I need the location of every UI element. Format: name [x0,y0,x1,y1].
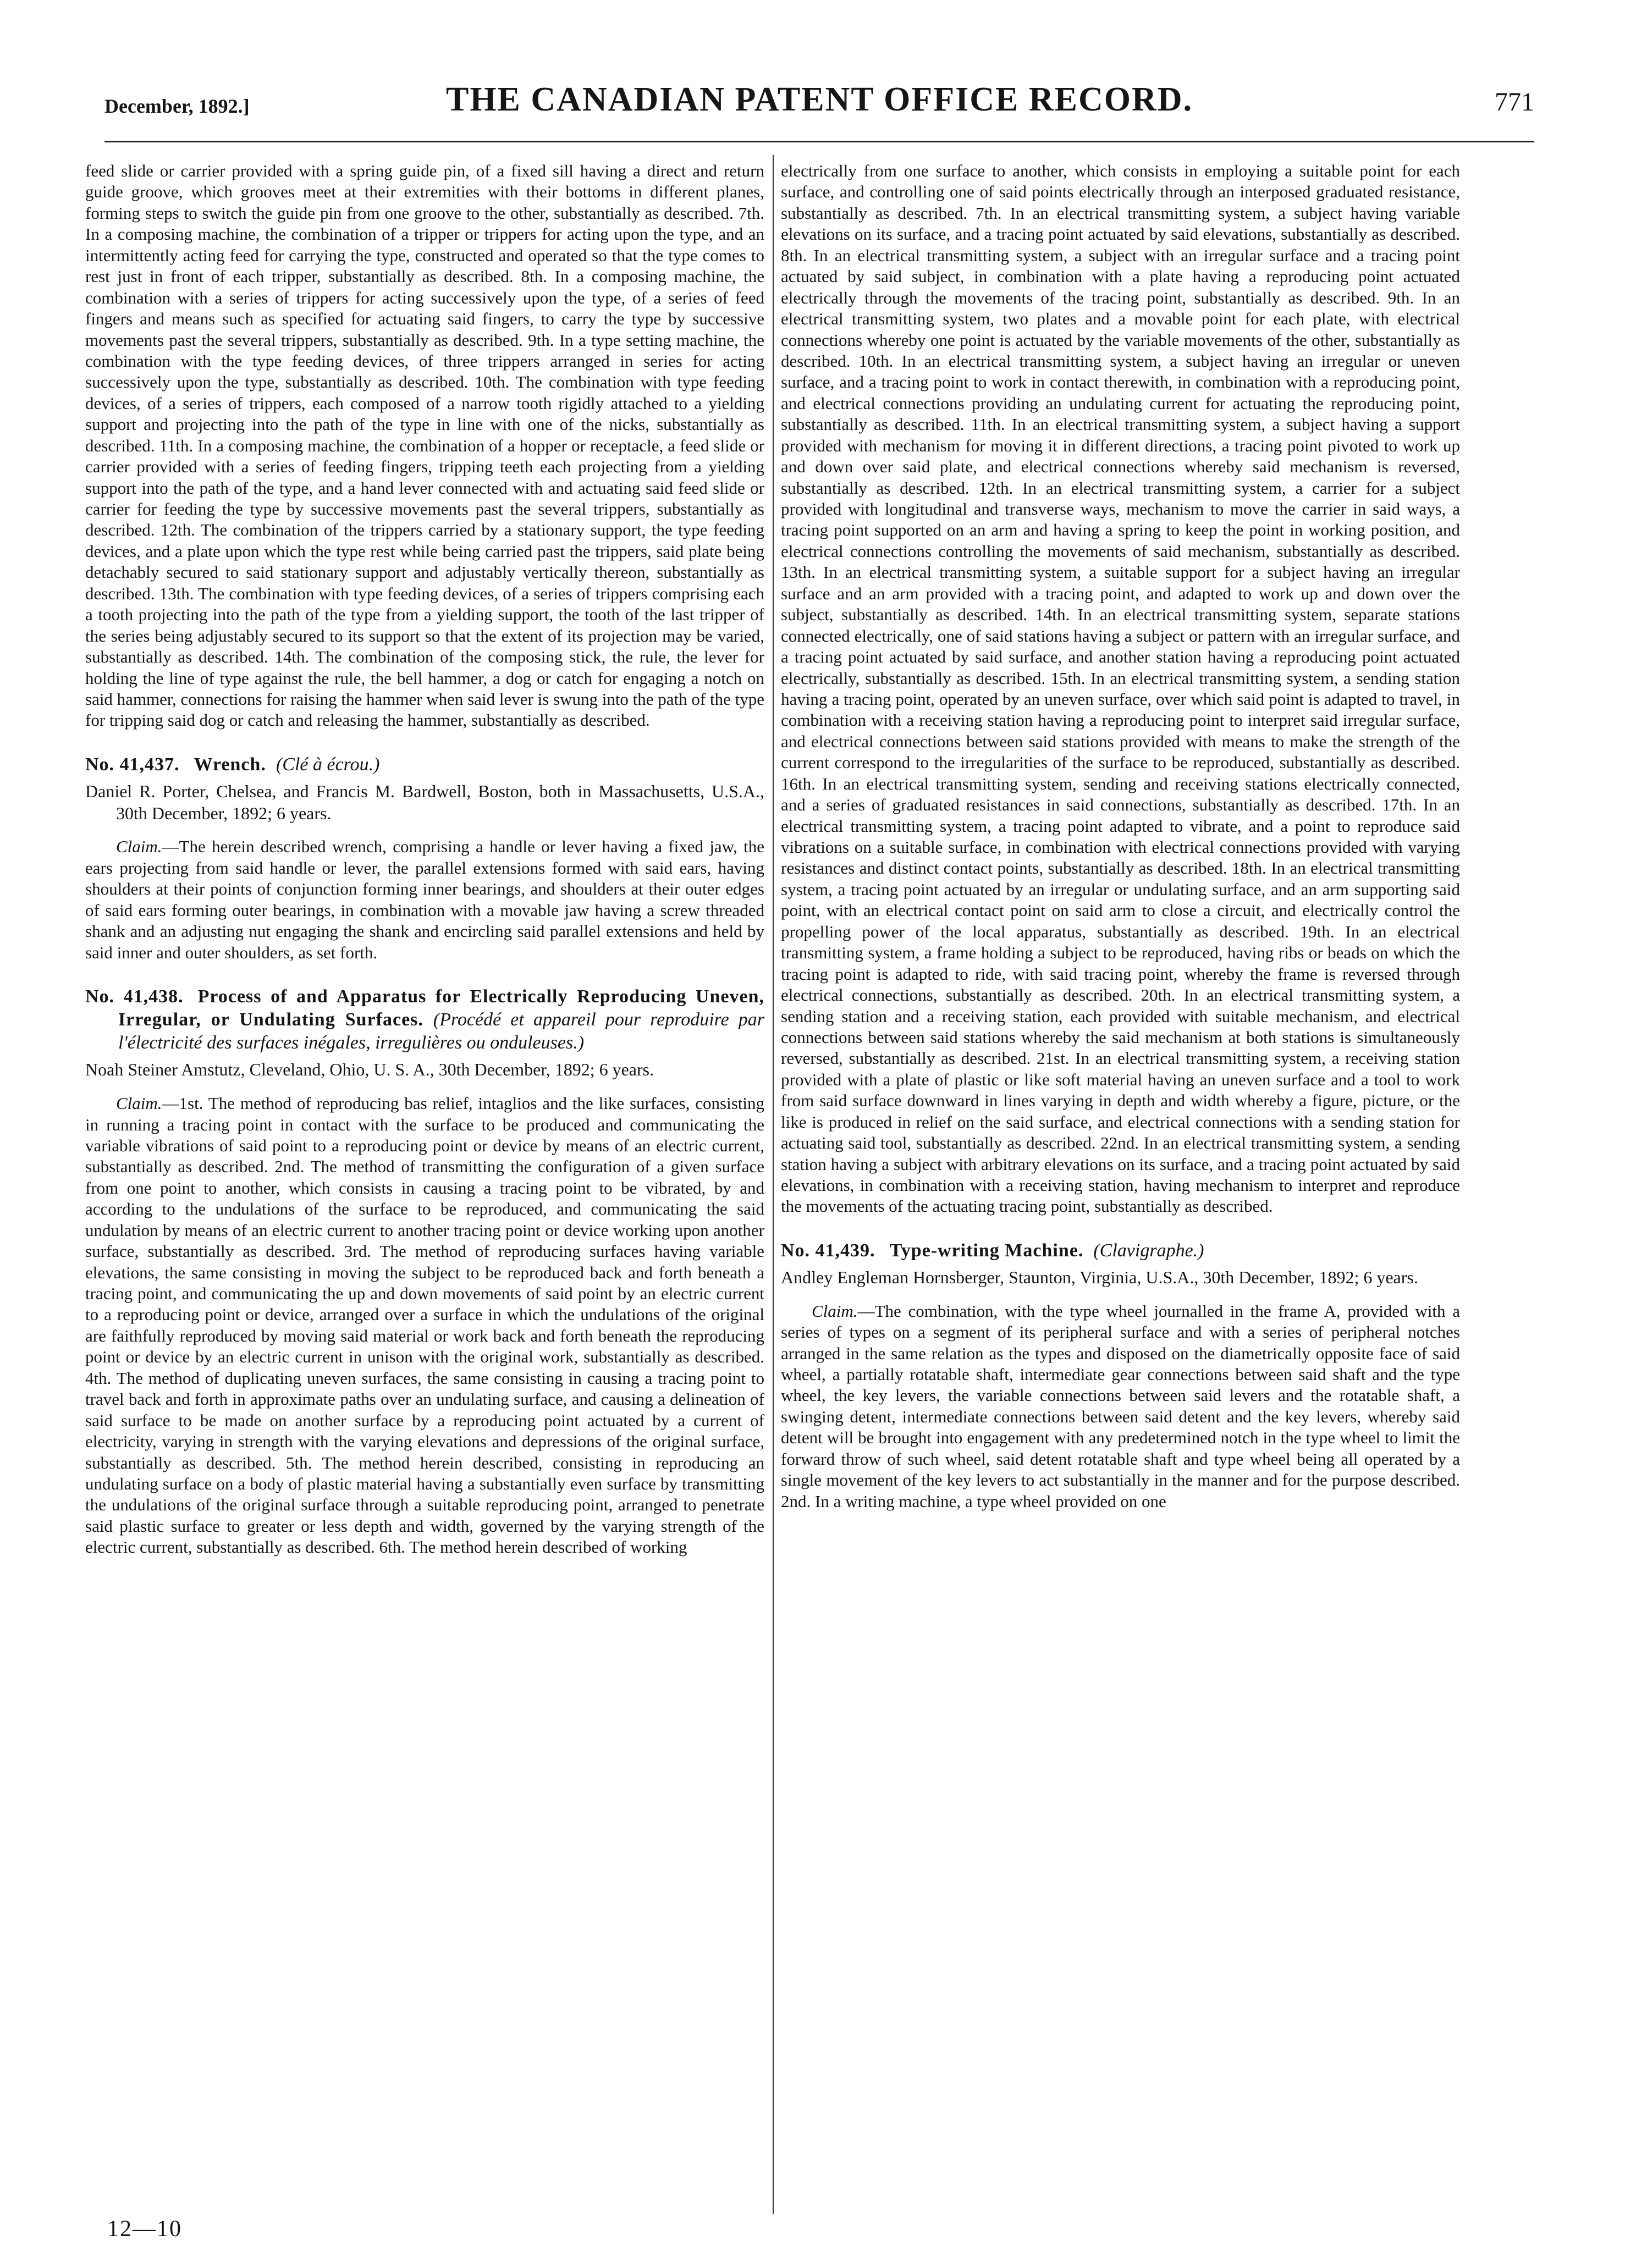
patent-heading [781,1239,1460,1262]
patent-claim [85,1093,764,1558]
publication-title: THE CANADIAN PATENT OFFICE RECORD. [445,81,1193,118]
patent-claim [85,836,764,963]
patent-number: No. 41,438. [85,986,184,1007]
patent-title: Type-writing Machine. [889,1240,1084,1261]
patent-translation: (Procédé et appareil pour reproduire par l'électricité des surfaces inégales, irregulières ou onduleuses.) [118,1009,764,1053]
right-column [781,161,1460,2206]
claim-label: Claim. [812,1301,858,1321]
page-number: 771 [1495,87,1534,117]
claim-label: Claim. [116,837,162,857]
patent-claim [781,1301,1460,1512]
issue-date: December, 1892.] [104,95,250,117]
header-rule [104,141,1534,142]
patent-entry-41437 [85,753,764,963]
patent-heading [85,753,764,776]
patent-entry-41438 [85,985,764,1558]
column-divider [773,155,774,2214]
patent-heading [85,985,764,1055]
patent-entry-41439 [781,1239,1460,1512]
patent-inventors: Andley Engleman Hornsberger, Staunton, Virginia, U.S.A., 30th December, 1892; 6 years. [781,1267,1418,1288]
patent-inventors: Daniel R. Porter, Chelsea, and Francis M. Bardwell, Boston, both in Massachusetts, U.S.A., 30th December, 1892; 6 years. [85,781,764,823]
continued-claims-text: feed slide or carrier provided with a spring guide pin, of a fixed sill having a direct and return guide groove, which grooves meet at their extremities with their bottoms in different planes, forming steps to switch the guide pin from one groove to the other, substantially as described. 7th. In a composing machine, the combination of a tripper or trippers for acting upon the type, and an intermittently acting feed for carrying the type, constructed and operated so that the type comes to rest just in front of each tripper, substantially as described. 8th. In a composing machine, the combination with a series of trippers for acting successively upon the type, of a series of feed fingers and means such as specified for actuating said fingers, to carry the type by successive movements past the several trippers, substantially as described. 9th. In a type setting machine, the combination with the type feeding devices, of three trippers arranged in series for acting successively upon the type, substantially as described. 10th. The combination with type feeding devices, of a series of trippers, each composed of a narrow tooth rigidly attached to a yielding support and projecting into the path of the type in line with one of the nicks, substantially as described. 11th. In a composing machine, the combination of a hopper or receptacle, a feed slide or carrier provided with a series of feeding fingers, tripping teeth each projecting from a yielding support into the path of the type, and a hand lever connected with and actuating said feed slide or carrier for feeding the type by successive movements past the several trippers, substantially as described. 12th. The combination of the trippers carried by a stationary support, the type feeding devices, and a plate upon which the type rest while being carried past the trippers, said plate being detachably secured to said stationary support and adjustably vertically thereon, substantially as described. 13th. The combination with type feeding devices, of a series of trippers comprising each a tooth projecting into the path of the type from a yielding support, the tooth of the last tripper of the series being adjustably secured to its support so that the extent of its projection may be varied, substantially as described. 14th. The combination of the composing stick, the rule, the lever for holding the line of type against the rule, the bell hammer, a dog or catch for engaging a notch on said hammer, connections for raising the hammer when said lever is swung into the path of the type for tripping said dog or catch and releasing the hammer, substantially as described. [85,161,764,730]
signature-mark: 12—10 [107,2216,182,2242]
claim-text: —1st. The method of reproducing bas relief, intaglios and the like surfaces, consisting in running a tracing point in contact with the surface to be produced and communicating the variable vibrations of said point to a reproducing point or device by means of an electric current, substantially as described. 2nd. The method of transmitting the configuration of a given surface from one point to another, which consists in causing a tracing point to be vibrated, by and according to the undulations of the surface to be reproduced, and communicating the said undulation by means of an electric current to another tracing point or device working upon another surface, substantially as described. 3rd. The method of reproducing surfaces having variable elevations, the same consisting in moving the subject to be reproduced back and forth beneath a tracing point, and communicating the up and down movements of said point by an electric current to a reproducing point or device, arranged over a surface in which the undulations of the original are faithfully reproduced by moving said material or work back and forth beneath the reproducing point or device by an electric current in unison with the original work, substantially as described. 4th. The method of duplicating uneven surfaces, the same consisting in causing a tracing point to travel back and forth in approximate paths over an undulating surface, and causing a delineation of said surface to be made on another surface by a reproducing point actuated by a current of electricity, varying in strength with the varying elevations and depressions of the original surface, substantially as described. 5th. The method herein described, consisting in reproducing an undulating surface on a body of plastic material having a substantially even surface by transmitting the undulations of the original surface through a suitable reproducing point, arranged to penetrate said plastic surface to greater or less depth and width, governed by the varying strength of the electric current, substantially as described. 6th. The method herein described of working [85,1094,764,1557]
patent-title: Wrench. [194,754,266,775]
left-column [85,161,764,2206]
continued-claims-text: electrically from one surface to another, which consists in employing a suitable point for each surface, and controlling one of said points electrically through an interposed graduated resistance, substantially as described. 7th. In an electrical transmitting system, a subject having variable elevations on its surface, and a tracing point actuated by said elevations, substantially as described. 8th. In an electrical transmitting system, a subject with an irregular surface and a tracing point actuated by said subject, in combination with a plate having a reproducing point actuated electrically through the movements of the tracing point, substantially as described. 9th. In an electrical transmitting system, two plates and a movable point for each plate, with electrical connections whereby one point is actuated by the variable movements of the other, substantially as described. 10th. In an electrical transmitting system, a subject having an irregular or uneven surface, and a tracing point to work in contact therewith, in combination with a reproducing point, and electrical connections providing an undulating current for actuating the reproducing point, substantially as described. 11th. In an electrical transmitting system, a subject having a support provided with mechanism for moving it in different directions, a tracing point pivoted to work up and down over said plate, and electrical connections whereby said mechanism is reversed, substantially as described. 12th. In an electrical transmitting system, a carrier for a subject provided with longitudinal and transverse ways, mechanism to move the carrier in said ways, a tracing point supported on an arm and having a spring to keep the point in working position, and electrical connections controlling the movements of said mechanism, substantially as described. 13th. In an electrical transmitting system, a suitable support for a subject having an irregular surface and an arm provided with a tracing point, and adapted to work up and down over the subject, substantially as described. 14th. In an electrical transmitting system, separate stations connected electrically, one of said stations having a subject or pattern with an irregular surface, and a tracing point actuated by said surface, and another station having a reproducing point actuated electrically, substantially as described. 15th. In an electrical transmitting system, a sending station having a tracing point, operated by an uneven surface, over which said point is adapted to travel, in combination with a receiving station having a reproducing point to interpret said irregular surface, and electrical connections between said stations provided with means to make the strength of the current correspond to the irregularities of the surface to be reproduced, substantially as described. 16th. In an electrical transmitting system, sending and receiving stations electrically connected, and a series of graduated resistances in said connections, substantially as described. 17th. In an electrical transmitting system, a tracing point adapted to vibrate, and a point to reproduce said vibrations on a suitable surface, in combination with electrical connections provided with varying resistances and distinct contact points, substantially as described. 18th. In an electrical transmitting system, a tracing point actuated by an irregular or undulating surface, and an arm supporting said point, with an electrical contact point on said arm to close a circuit, and electrically control the propelling power of the local apparatus, substantially as described. 19th. In an electrical transmitting system, a frame holding a subject to be reproduced, having ribs or beads on which the tracing point is adapted to ride, with said tracing point, whereby the frame is reversed through electrical connections, substantially as described. 20th. In an electrical transmitting system, a sending station and a receiving station, each provided with suitable mechanism, and electrical connections between said stations whereby the said mechanism at both stations is simultaneously reversed, substantially as described. 21st. In an electrical transmitting system, a receiving station provided with a plate of plastic or like soft material having an uneven surface and a tool to work from said surface downward in lines varying in depth and width whereby a figure, picture, or the like is produced in relief on the said surface, and electrical connections with a sending station for actuating said tool, substantially as described. 22nd. In an electrical transmitting system, a sending station having a subject with arbitrary elevations on its surface, and a tracing point actuated by said elevations, in combination with a receiving station, having mechanism to interpret and reproduce the movements of the actuating tracing point, substantially as described. [781,161,1460,1216]
patent-inventors: Noah Steiner Amstutz, Cleveland, Ohio, U. S. A., 30th December, 1892; 6 years. [85,1059,654,1080]
claim-text: —The combination, with the type wheel journalled in the frame A, provided with a series of types on a segment of its peripheral surface and with a series of peripheral notches arranged in the same relation as the types and disposed on the diametrically opposite face of said wheel, a partially rotatable shaft, intermediate gear connections between said shaft and the type wheel, the key levers, the variable connections between said levers and the rotatable shaft, a swinging detent, intermediate connections between said detent and the key levers, whereby said detent will be brought into engagement with any predetermined notch in the type wheel to limit the forward throw of such wheel, said detent rotatable shaft and type wheel being all operated by a single movement of the key levers to act substantially in the manner and for the purpose described. 2nd. In a writing machine, a type wheel provided on one [781,1301,1460,1511]
patent-number: No. 41,437. [85,754,180,775]
running-head [104,77,1534,126]
claim-label: Claim. [116,1094,162,1113]
patent-number: No. 41,439. [781,1240,875,1261]
patent-translation: (Clavigraphe.) [1093,1240,1204,1261]
patent-translation: (Clé à écrou.) [276,754,380,775]
claim-text: —The herein described wrench, comprising a handle or lever having a fixed jaw, the ears projecting from said handle or lever, the parallel extensions formed with said ears, having shoulders at their points of conjunction forming inner bearings, and shoulders at their outer edges of said ears forming outer bearings, in combination with a movable jaw having a screw threaded shank and an adjusting nut engaging the shank and encircling said parallel extensions and held by said inner and outer shoulders, as set forth. [85,837,764,962]
patent-title: Process of and Apparatus for Electrically Reproducing Uneven, Irregular, or Undulating Surfaces. [118,986,764,1030]
